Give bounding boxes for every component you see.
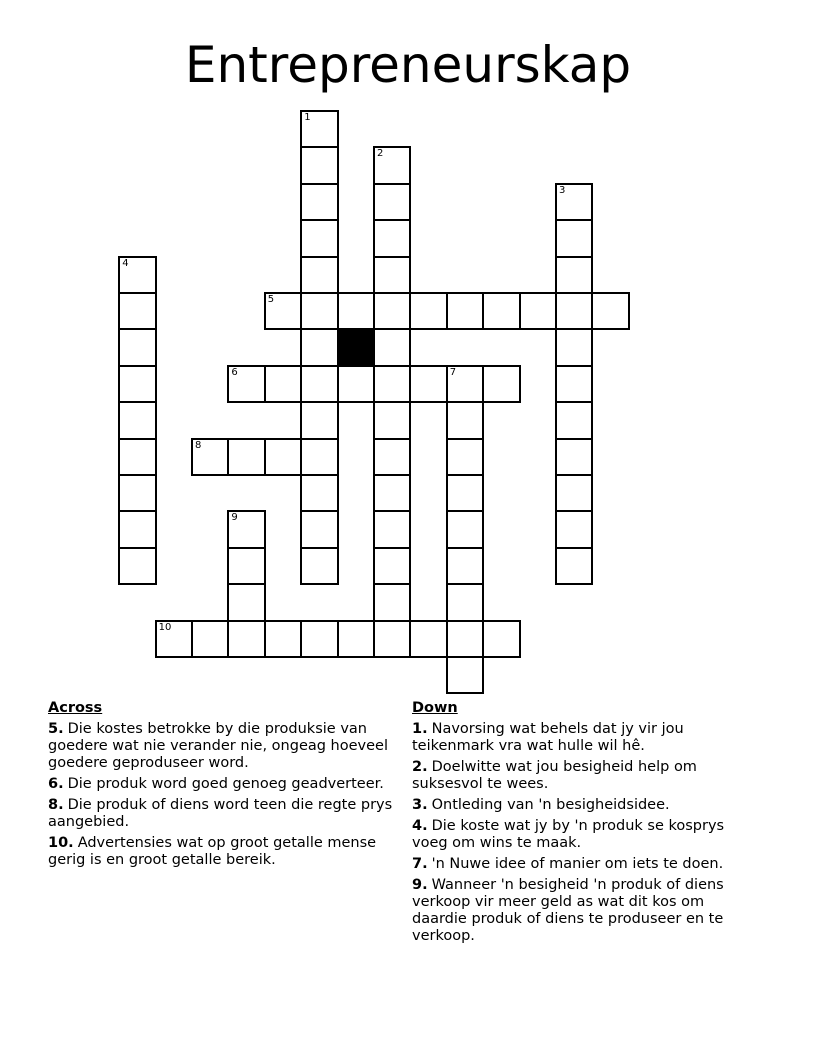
clue-number: 2. (412, 759, 428, 775)
grid-cell[interactable] (555, 365, 593, 403)
grid-cell[interactable] (555, 438, 593, 476)
cell-number: 4 (122, 257, 129, 269)
grid-cell[interactable] (300, 146, 338, 184)
grid-cell[interactable] (227, 438, 265, 476)
across-clues (48, 700, 393, 873)
grid-cell[interactable] (227, 510, 265, 548)
grid-cell[interactable] (373, 219, 411, 257)
cell-number: 3 (559, 184, 566, 196)
grid-cell[interactable] (555, 183, 593, 221)
grid-cell[interactable] (446, 292, 484, 330)
clue-text: Ontleding van 'n besigheidsidee. (431, 797, 670, 813)
grid-cell[interactable] (373, 328, 411, 366)
grid-cell[interactable] (373, 256, 411, 294)
grid-cell[interactable] (300, 474, 338, 512)
cell-number: 8 (195, 439, 202, 451)
grid-cell[interactable] (118, 328, 156, 366)
grid-cell[interactable] (482, 620, 520, 658)
clue-text: Die koste wat jy by 'n produk se kosprys voeg om wins te maak. (412, 818, 725, 851)
down-clue (412, 818, 757, 852)
grid-cell[interactable] (337, 620, 375, 658)
grid-cell[interactable] (446, 583, 484, 621)
grid-cell[interactable] (555, 256, 593, 294)
clue-number: 4. (412, 818, 428, 834)
grid-cell[interactable] (300, 256, 338, 294)
clue-text: Die produk of diens word teen die regte prys aangebied. (48, 797, 393, 830)
grid-cell[interactable] (555, 474, 593, 512)
grid-cell[interactable] (300, 365, 338, 403)
grid-cell[interactable] (373, 620, 411, 658)
grid-cell[interactable] (446, 474, 484, 512)
clue-number: 8. (48, 797, 64, 813)
grid-cell[interactable] (300, 328, 338, 366)
grid-cell[interactable] (446, 620, 484, 658)
grid-cell[interactable] (300, 183, 338, 221)
clue-text: Doelwitte wat jou besigheid help om suksesvol te wees. (412, 759, 697, 792)
grid-block (337, 328, 375, 366)
grid-cell[interactable] (446, 365, 484, 403)
grid-cell[interactable] (409, 365, 447, 403)
grid-cell[interactable] (446, 438, 484, 476)
grid-cell[interactable] (555, 510, 593, 548)
grid-cell[interactable] (227, 547, 265, 585)
clue-number: 1. (412, 721, 428, 737)
puzzle-title: Entrepreneurskap (184, 36, 632, 94)
grid-cell[interactable] (409, 292, 447, 330)
grid-cell[interactable] (555, 292, 593, 330)
clue-text: Wanneer 'n besigheid 'n produk of diens verkoop vir meer geld as wat dit kos om daardie produk of diens te produseer en te verkoop. (412, 877, 724, 944)
grid-cell[interactable] (118, 510, 156, 548)
grid-cell[interactable] (300, 292, 338, 330)
grid-cell[interactable] (118, 256, 156, 294)
grid-cell[interactable] (300, 401, 338, 439)
grid-cell[interactable] (300, 510, 338, 548)
clue-text: Die produk word goed genoeg geadverteer. (67, 776, 384, 792)
grid-cell[interactable] (300, 219, 338, 257)
grid-cell[interactable] (118, 292, 156, 330)
clue-number: 7. (412, 856, 428, 872)
grid-cell[interactable] (337, 292, 375, 330)
across-clue (48, 797, 393, 831)
grid-cell[interactable] (227, 365, 265, 403)
grid-cell[interactable] (555, 547, 593, 585)
grid-cell[interactable] (591, 292, 629, 330)
down-clue (412, 759, 757, 793)
grid-cell[interactable] (373, 146, 411, 184)
grid-cell[interactable] (373, 510, 411, 548)
grid-cell[interactable] (118, 547, 156, 585)
grid-cell[interactable] (264, 292, 302, 330)
grid-cell[interactable] (118, 401, 156, 439)
across-heading: Across (48, 700, 103, 716)
clue-text: Navorsing wat behels dat jy vir jou teikenmark vra wat hulle wil hê. (412, 721, 684, 754)
down-clue (412, 877, 757, 945)
grid-cell[interactable] (118, 438, 156, 476)
grid-cell[interactable] (482, 292, 520, 330)
grid-cell[interactable] (373, 292, 411, 330)
grid-cell[interactable] (446, 510, 484, 548)
grid-cell[interactable] (373, 583, 411, 621)
grid-cell[interactable] (519, 292, 557, 330)
grid-cell[interactable] (191, 620, 229, 658)
grid-cell[interactable] (337, 365, 375, 403)
grid-cell[interactable] (191, 438, 229, 476)
cell-number: 5 (267, 294, 275, 305)
grid-cell[interactable] (118, 365, 156, 403)
down-clues (412, 700, 757, 949)
grid-cell[interactable] (446, 656, 484, 694)
cell-number: 6 (231, 366, 238, 378)
grid-cell[interactable] (300, 438, 338, 476)
clue-number: 9. (412, 877, 428, 893)
grid-cell[interactable] (155, 620, 193, 658)
down-clue (412, 856, 757, 873)
cell-number: 9 (231, 512, 238, 524)
across-clue (48, 721, 393, 772)
grid-cell[interactable] (300, 620, 338, 658)
grid-cell[interactable] (118, 474, 156, 512)
grid-cell[interactable] (373, 183, 411, 221)
clue-text: Die kostes betrokke by die produksie van goedere wat nie verander nie, ongeag hoeveel goedere geproduseer word. (48, 721, 388, 771)
cell-number: 10 (158, 621, 172, 633)
grid-cell[interactable] (300, 110, 338, 148)
grid-cell[interactable] (300, 547, 338, 585)
grid-cell[interactable] (555, 328, 593, 366)
across-clue (48, 835, 393, 869)
grid-cell[interactable] (446, 547, 484, 585)
down-clue (412, 797, 757, 814)
down-clue (412, 721, 757, 755)
grid-cell[interactable] (482, 365, 520, 403)
clue-number: 6. (48, 776, 64, 792)
grid-cell[interactable] (555, 219, 593, 257)
grid-cell[interactable] (373, 401, 411, 439)
cell-number: 7 (449, 366, 457, 378)
cell-number: 2 (377, 148, 384, 160)
clue-text: Advertensies wat op groot getalle mense gerig is en groot getalle bereik. (48, 835, 377, 868)
grid-cell[interactable] (373, 474, 411, 512)
clue-number: 3. (412, 797, 428, 813)
grid-cell[interactable] (409, 620, 447, 658)
cell-number: 1 (304, 112, 311, 123)
across-clue (48, 776, 393, 793)
grid-cell[interactable] (373, 438, 411, 476)
clue-number: 5. (48, 721, 64, 737)
down-heading: Down (412, 700, 458, 716)
grid-cell[interactable] (264, 438, 302, 476)
grid-cell[interactable] (264, 365, 302, 403)
grid-cell[interactable] (373, 365, 411, 403)
grid-cell[interactable] (373, 547, 411, 585)
clue-number: 10. (48, 835, 74, 851)
clue-text: 'n Nuwe idee of manier om iets te doen. (431, 856, 724, 872)
grid-cell[interactable] (227, 583, 265, 621)
grid-cell[interactable] (555, 401, 593, 439)
grid-cell[interactable] (227, 620, 265, 658)
grid-cell[interactable] (446, 401, 484, 439)
grid-cell[interactable] (264, 620, 302, 658)
